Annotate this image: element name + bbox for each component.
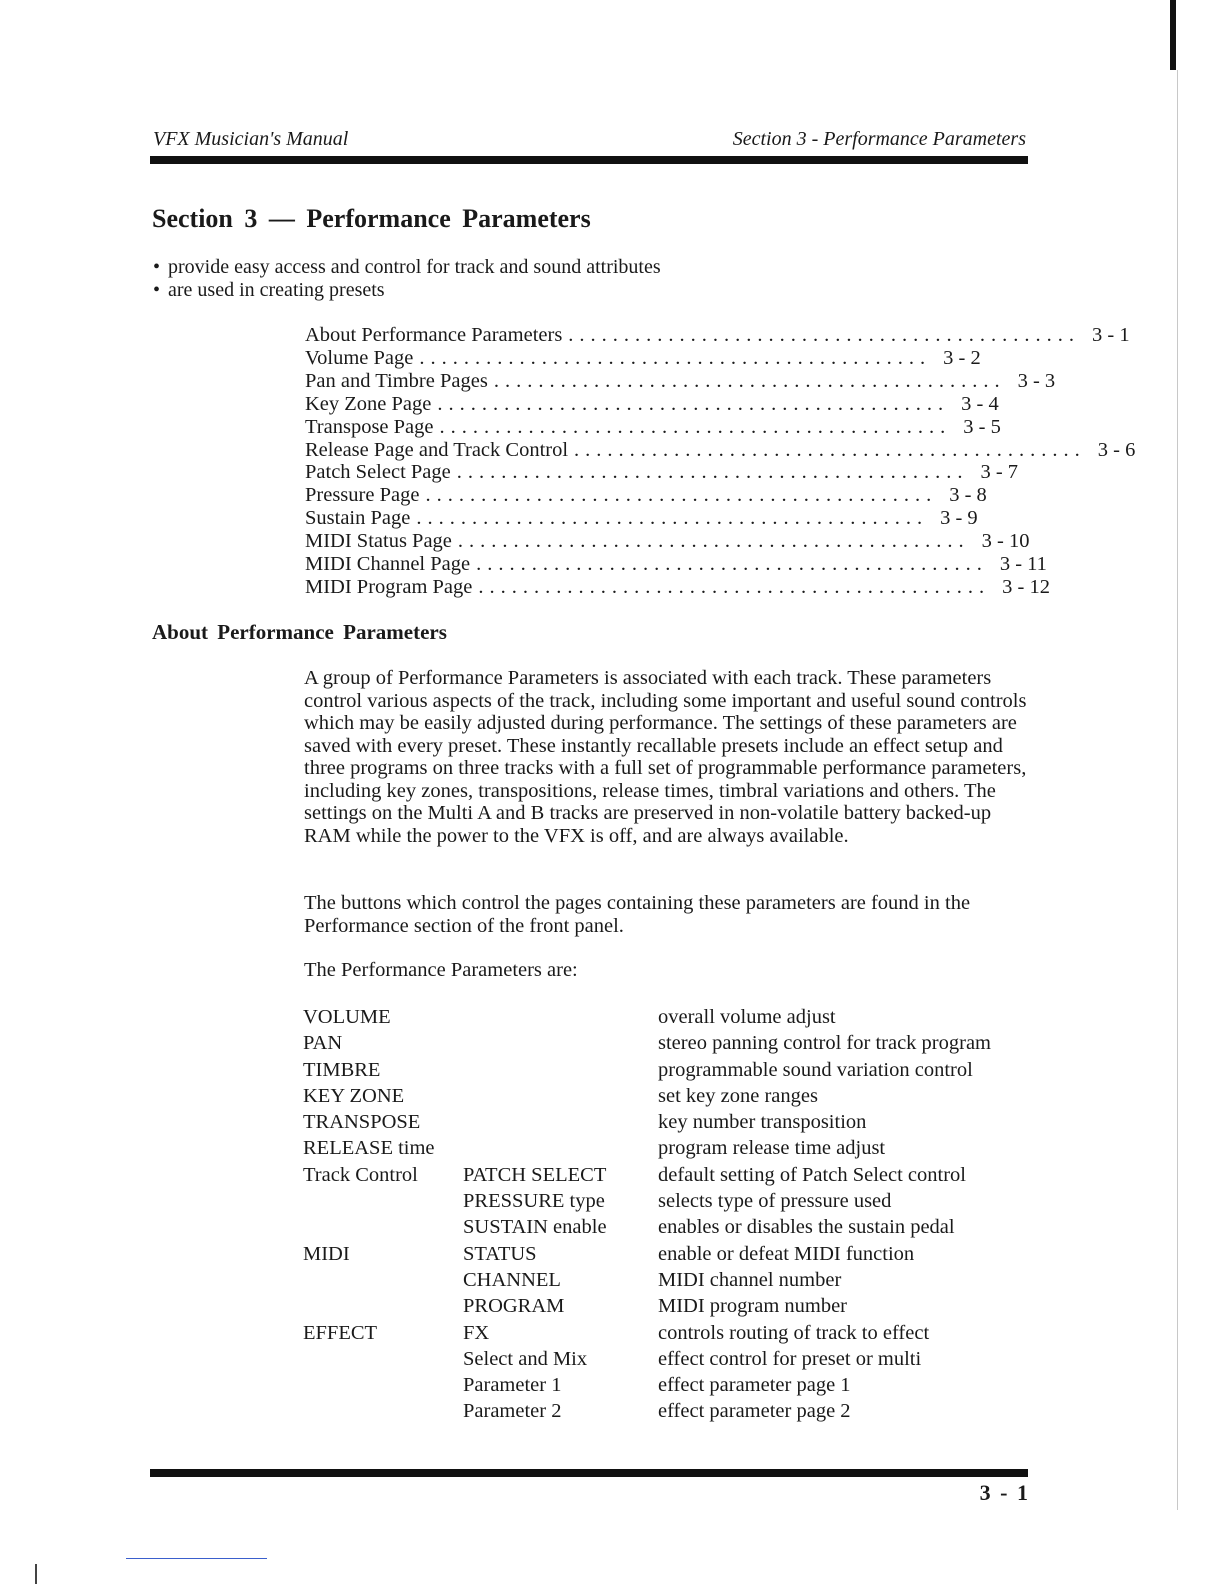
toc-entry[interactable]: About Performance Parameters .............................................. 3 - 1 [305,324,1130,346]
scan-edge-bar [1170,0,1176,70]
toc-entry[interactable]: Transpose Page .............................................. 3 - 5 [305,415,1001,438]
bullet-item: • provide easy access and control for track and sound attributes [153,256,661,279]
body-paragraph: The buttons which control the pages containing these parameters are found in the Performance section of the front panel. [304,892,971,937]
table-row: KEY ZONE set key zone ranges [303,1084,818,1107]
toc-entry[interactable]: Patch Select Page .............................................. 3 - 7 [305,461,1019,484]
table-row: Track Control PATCH SELECT default setting of Patch Select control [303,1163,966,1186]
subsection-title: About Performance Parameters [152,620,447,644]
table-row: EFFECT FX controls routing of track to effect [303,1321,930,1344]
toc-entry[interactable]: Pressure Page .............................................. 3 - 8 [305,484,987,507]
table-row: SUSTAIN enable enables or disables the sustain pedal [463,1216,955,1239]
section-title: Section 3 — Performance Parameters [152,204,591,233]
toc-entry[interactable]: Release Page and Track Control .............................................. 3 - 6 [305,438,1136,461]
table-row: TIMBRE programmable sound variation control [303,1058,973,1081]
header-rule [150,156,1028,164]
table-row: Parameter 2 effect parameter page 2 [463,1400,851,1423]
toc-entry[interactable]: Sustain Page .............................................. 3 - 9 [305,507,978,530]
table-row: RELEASE time program release time adjust [303,1137,886,1160]
table-row: TRANSPOSE key number transposition [303,1111,867,1134]
toc-entry[interactable]: Volume Page .............................................. 3 - 2 [305,346,981,369]
scan-artifact-line [126,1558,267,1559]
table-row: Select and Mix effect control for preset or multi [463,1347,922,1370]
body-paragraph: The Performance Parameters are: [304,959,578,981]
table-row: PAN stereo panning control for track program [303,1032,992,1055]
footer-rule [150,1469,1028,1477]
table-row: Parameter 1 effect parameter page 1 [463,1374,851,1397]
toc-entry[interactable]: Key Zone Page .............................................. 3 - 4 [305,392,999,415]
toc-entry[interactable]: MIDI Status Page .............................................. 3 - 10 [305,530,1030,553]
table-of-contents [305,324,1136,599]
scan-artifact-tick [35,1564,37,1584]
bullet-item: • are used in creating presets [153,279,661,302]
body-paragraph: A group of Performance Parameters is associated with each track. These parameters control various aspects of the track, including some important and useful sound controls which may be easily adjusted during performance. The settings of these parameters are saved with every preset. These instantly recallable presets include an effect setup and three programs on three tracks with a full set of programmable performance parameters, including key zones, transpositions, release times, timbral variations and others. The settings on the Multi A and B tracks are preserved in non-volatile battery backed-up RAM while the power to the VFX is off, and are always available. [304,667,1027,847]
table-row: PRESSURE type selects type of pressure used [463,1190,892,1213]
toc-entry[interactable]: Pan and Timbre Pages .............................................. 3 - 3 [305,369,1056,392]
page-number: 3 - 1 [979,1480,1028,1505]
running-header-left: VFX Musician's Manual [153,128,349,150]
table-row: VOLUME overall volume adjust [303,1006,836,1028]
running-header-right: Section 3 - Performance Parameters [732,128,1026,150]
table-row: MIDI STATUS enable or defeat MIDI function [303,1242,915,1265]
toc-entry[interactable]: MIDI Channel Page .............................................. 3 - 11 [305,553,1047,576]
table-row: CHANNEL MIDI channel number [463,1268,842,1291]
scan-edge-line [1177,70,1178,1510]
table-row: PROGRAM MIDI program number [463,1295,848,1318]
parameters-table [303,1006,1028,1427]
toc-entry[interactable]: MIDI Program Page .............................................. 3 - 12 [305,575,1050,598]
summary-bullets [153,256,661,302]
